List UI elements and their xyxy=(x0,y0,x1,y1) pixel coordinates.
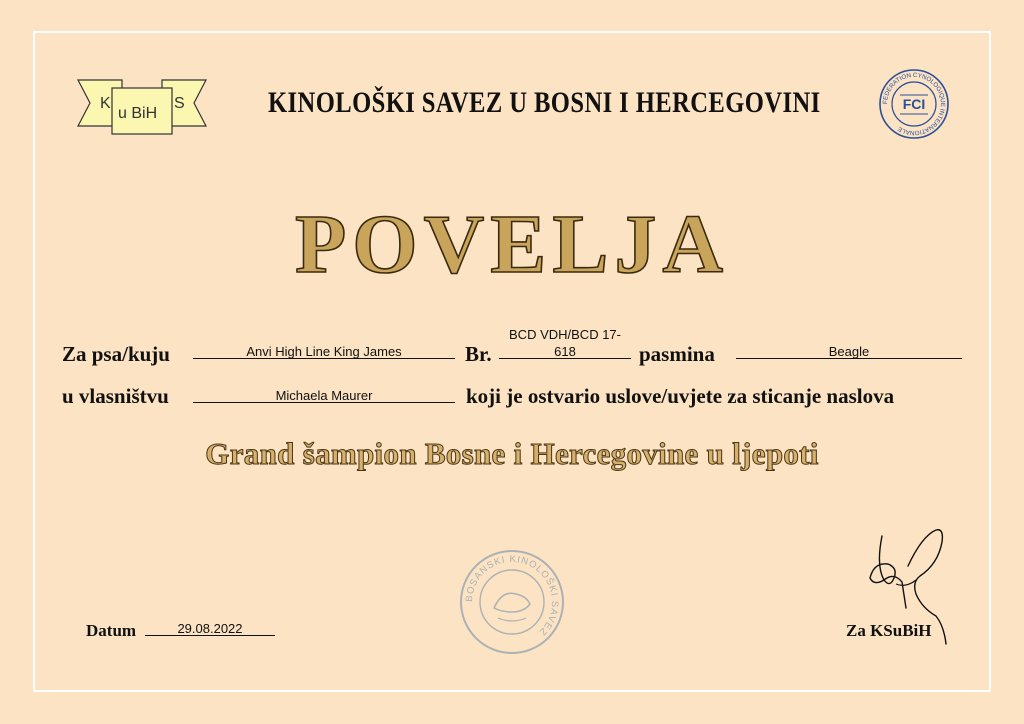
date-label: Datum xyxy=(86,621,137,640)
honor-title: Grand šampion Bosne i Hercegovine u ljepoti xyxy=(205,436,819,471)
breed-label: pasmina xyxy=(639,342,715,366)
certificate-title: POVELJA xyxy=(294,198,730,291)
fci-ring-text: FEDERATION CYNOLOGIQUE INTERNATIONALE xyxy=(881,71,947,137)
number-value-line2: 618 xyxy=(554,344,576,359)
number-value-line1: BCD VDH/BCD 17- xyxy=(509,327,621,342)
logo-letter-k: K xyxy=(100,95,111,112)
logo-letter-s: S xyxy=(174,95,185,112)
ksubih-logo xyxy=(76,76,208,138)
logo-letter-ubih: u BiH xyxy=(118,105,158,122)
number-label: Br. xyxy=(465,342,492,366)
date-value: 29.08.2022 xyxy=(177,621,243,636)
condition-text: koji je ostvario uslove/uvjete za sticanje naslova xyxy=(466,384,895,408)
fci-logo xyxy=(878,68,950,140)
stamp-ring-text: BOSANSKI KINOLOŠKI SAVEZ xyxy=(463,553,561,638)
dog-label: Za psa/kuju xyxy=(62,342,170,366)
breed-value: Beagle xyxy=(828,344,870,359)
owner-value: Michaela Maurer xyxy=(275,388,373,403)
fci-text: FCI xyxy=(902,96,926,112)
club-stamp xyxy=(458,548,566,656)
svg-text:BOSANSKI KINOLOŠKI SAVEZ xyxy=(464,554,560,638)
dog-name-value: Anvi High Line King James xyxy=(246,344,402,359)
signature-label: Za KSuBiH xyxy=(846,621,932,640)
owner-label: u vlasništvu xyxy=(62,384,169,408)
organization-name: KINOLOŠKI SAVEZ U BOSNI I HERCEGOVINI xyxy=(268,86,821,119)
